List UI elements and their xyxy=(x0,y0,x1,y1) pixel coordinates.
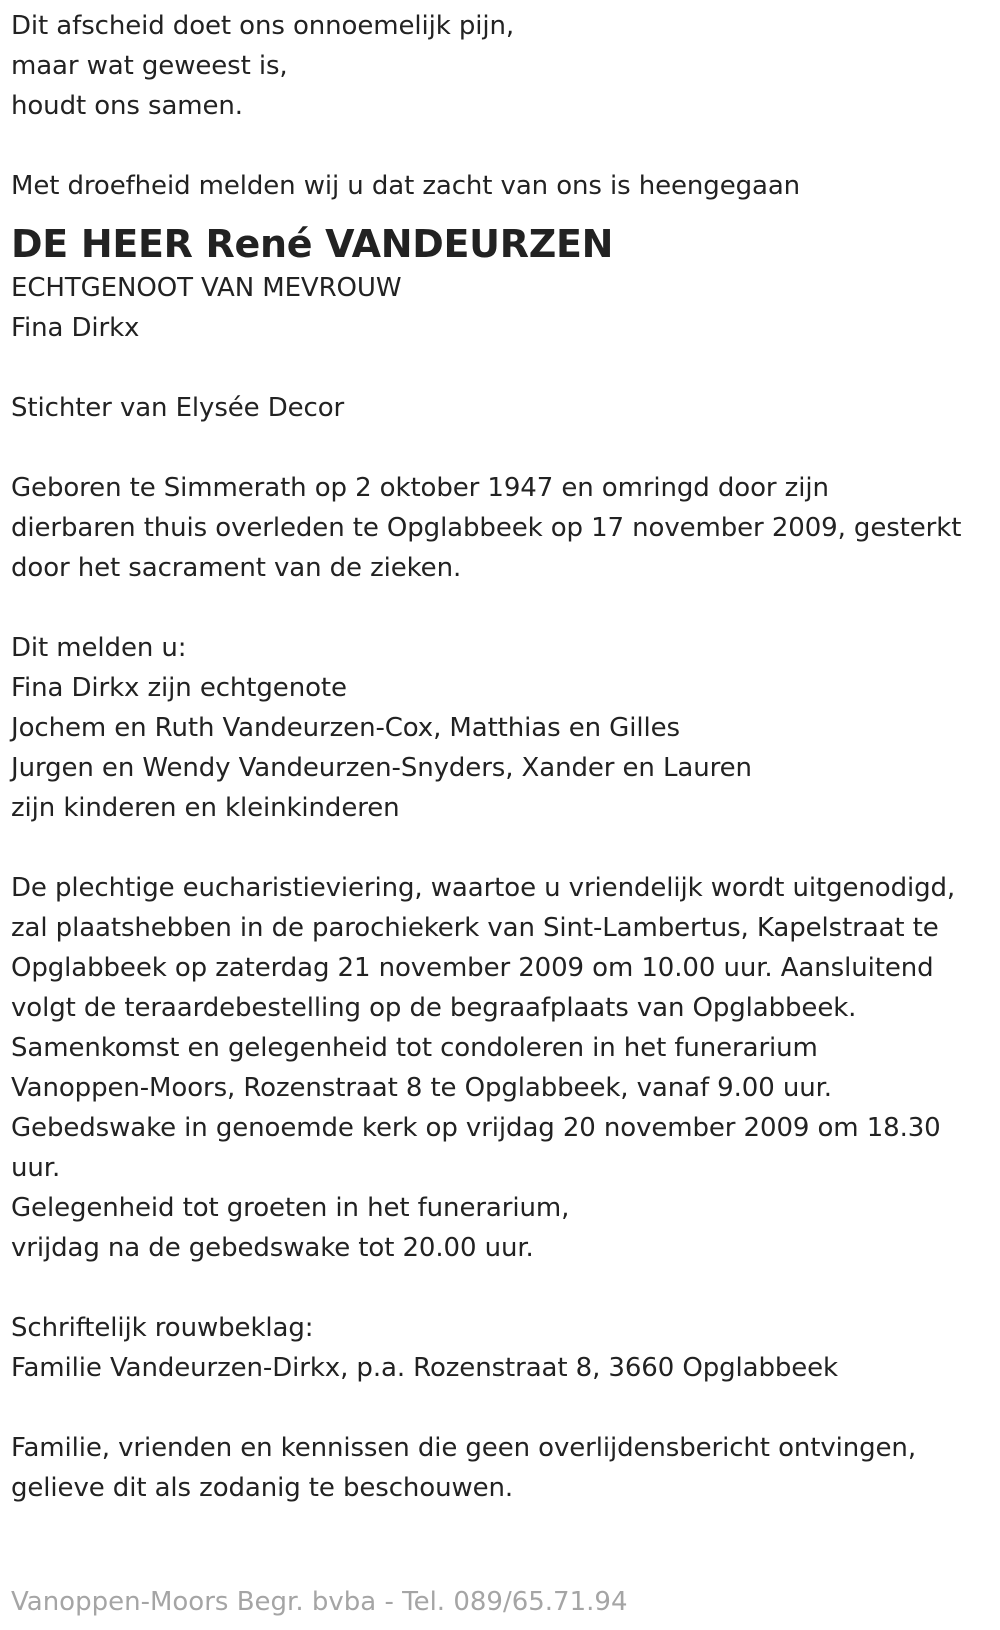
spacer xyxy=(11,428,991,468)
ceremony-line: Vanoppen-Moors, Rozenstraat 8 te Opglabbeek, vanaf 9.00 uur. xyxy=(11,1073,832,1103)
ceremony-line: Opglabbeek op zaterdag 21 november 2009 om 10.00 uur. Aansluitend xyxy=(11,953,934,983)
spouse-title: ECHTGENOOT VAN MEVROUW xyxy=(11,273,402,303)
family-member: zijn kinderen en kleinkinderen xyxy=(11,793,400,823)
birth-death-paragraph xyxy=(11,468,991,588)
spouse-name: Fina Dirkx xyxy=(11,313,140,343)
condolences-heading: Schriftelijk rouwbeklag: xyxy=(11,1313,314,1343)
ceremony-line: uur. xyxy=(11,1153,61,1183)
condolences-section xyxy=(11,1308,991,1388)
ceremony-line: Samenkomst en gelegenheid tot condoleren in het funerarium xyxy=(11,1033,818,1063)
ceremony-line: De plechtige eucharistieviering, waartoe u vriendelijk wordt uitgenodigd, xyxy=(11,873,956,903)
condolences-address: Familie Vandeurzen-Dirkx, p.a. Rozenstraat 8, 3660 Opglabbeek xyxy=(11,1353,839,1383)
paragraph-line: Geboren te Simmerath op 2 oktober 1947 en omringd door zijn xyxy=(11,473,829,503)
closing-line: gelieve dit als zodanig te beschouwen. xyxy=(11,1473,514,1503)
family-member: Fina Dirkx zijn echtgenote xyxy=(11,673,347,703)
family-member: Jurgen en Wendy Vandeurzen-Snyders, Xander en Lauren xyxy=(11,753,752,783)
spacer xyxy=(11,1388,991,1428)
verse-line: houdt ons samen. xyxy=(11,91,243,121)
paragraph-line: door het sacrament van de zieken. xyxy=(11,553,462,583)
ceremony-paragraph xyxy=(11,868,991,1268)
deceased-name: DE HEER René VANDEURZEN xyxy=(11,222,614,266)
verse-line: maar wat geweest is, xyxy=(11,51,288,81)
closing-note xyxy=(11,1428,991,1508)
spacer xyxy=(11,1268,991,1308)
ceremony-line: volgt de teraardebestelling op de begraafplaats van Opglabbeek. xyxy=(11,993,857,1023)
spacer xyxy=(11,828,991,868)
paragraph-line: dierbaren thuis overleden te Opglabbeek op 17 november 2009, gesterkt xyxy=(11,513,962,543)
ceremony-line: Gebedswake in genoemde kerk op vrijdag 20 november 2009 om 18.30 xyxy=(11,1113,941,1143)
funeral-home-footer: Vanoppen-Moors Begr. bvba - Tel. 089/65.71.94 xyxy=(11,1587,628,1617)
intro-verse xyxy=(11,6,991,126)
family-member: Jochem en Ruth Vandeurzen-Cox, Matthias en Gilles xyxy=(11,713,680,743)
spacer xyxy=(11,348,991,388)
verse-line: Dit afscheid doet ons onnoemelijk pijn, xyxy=(11,11,515,41)
ceremony-line: Gelegenheid tot groeten in het funerarium, xyxy=(11,1193,570,1223)
announcement-text: Met droefheid melden wij u dat zacht van ons is heengegaan xyxy=(11,171,801,201)
ceremony-line: zal plaatshebben in de parochiekerk van Sint-Lambertus, Kapelstraat te xyxy=(11,913,939,943)
spacer xyxy=(11,126,991,166)
family-section xyxy=(11,628,991,828)
family-heading: Dit melden u: xyxy=(11,633,187,663)
spacer xyxy=(11,588,991,628)
ceremony-line: vrijdag na de gebedswake tot 20.00 uur. xyxy=(11,1233,534,1263)
obituary-notice xyxy=(11,6,991,1508)
closing-line: Familie, vrienden en kennissen die geen overlijdensbericht ontvingen, xyxy=(11,1433,916,1463)
deceased-role: Stichter van Elysée Decor xyxy=(11,393,345,423)
